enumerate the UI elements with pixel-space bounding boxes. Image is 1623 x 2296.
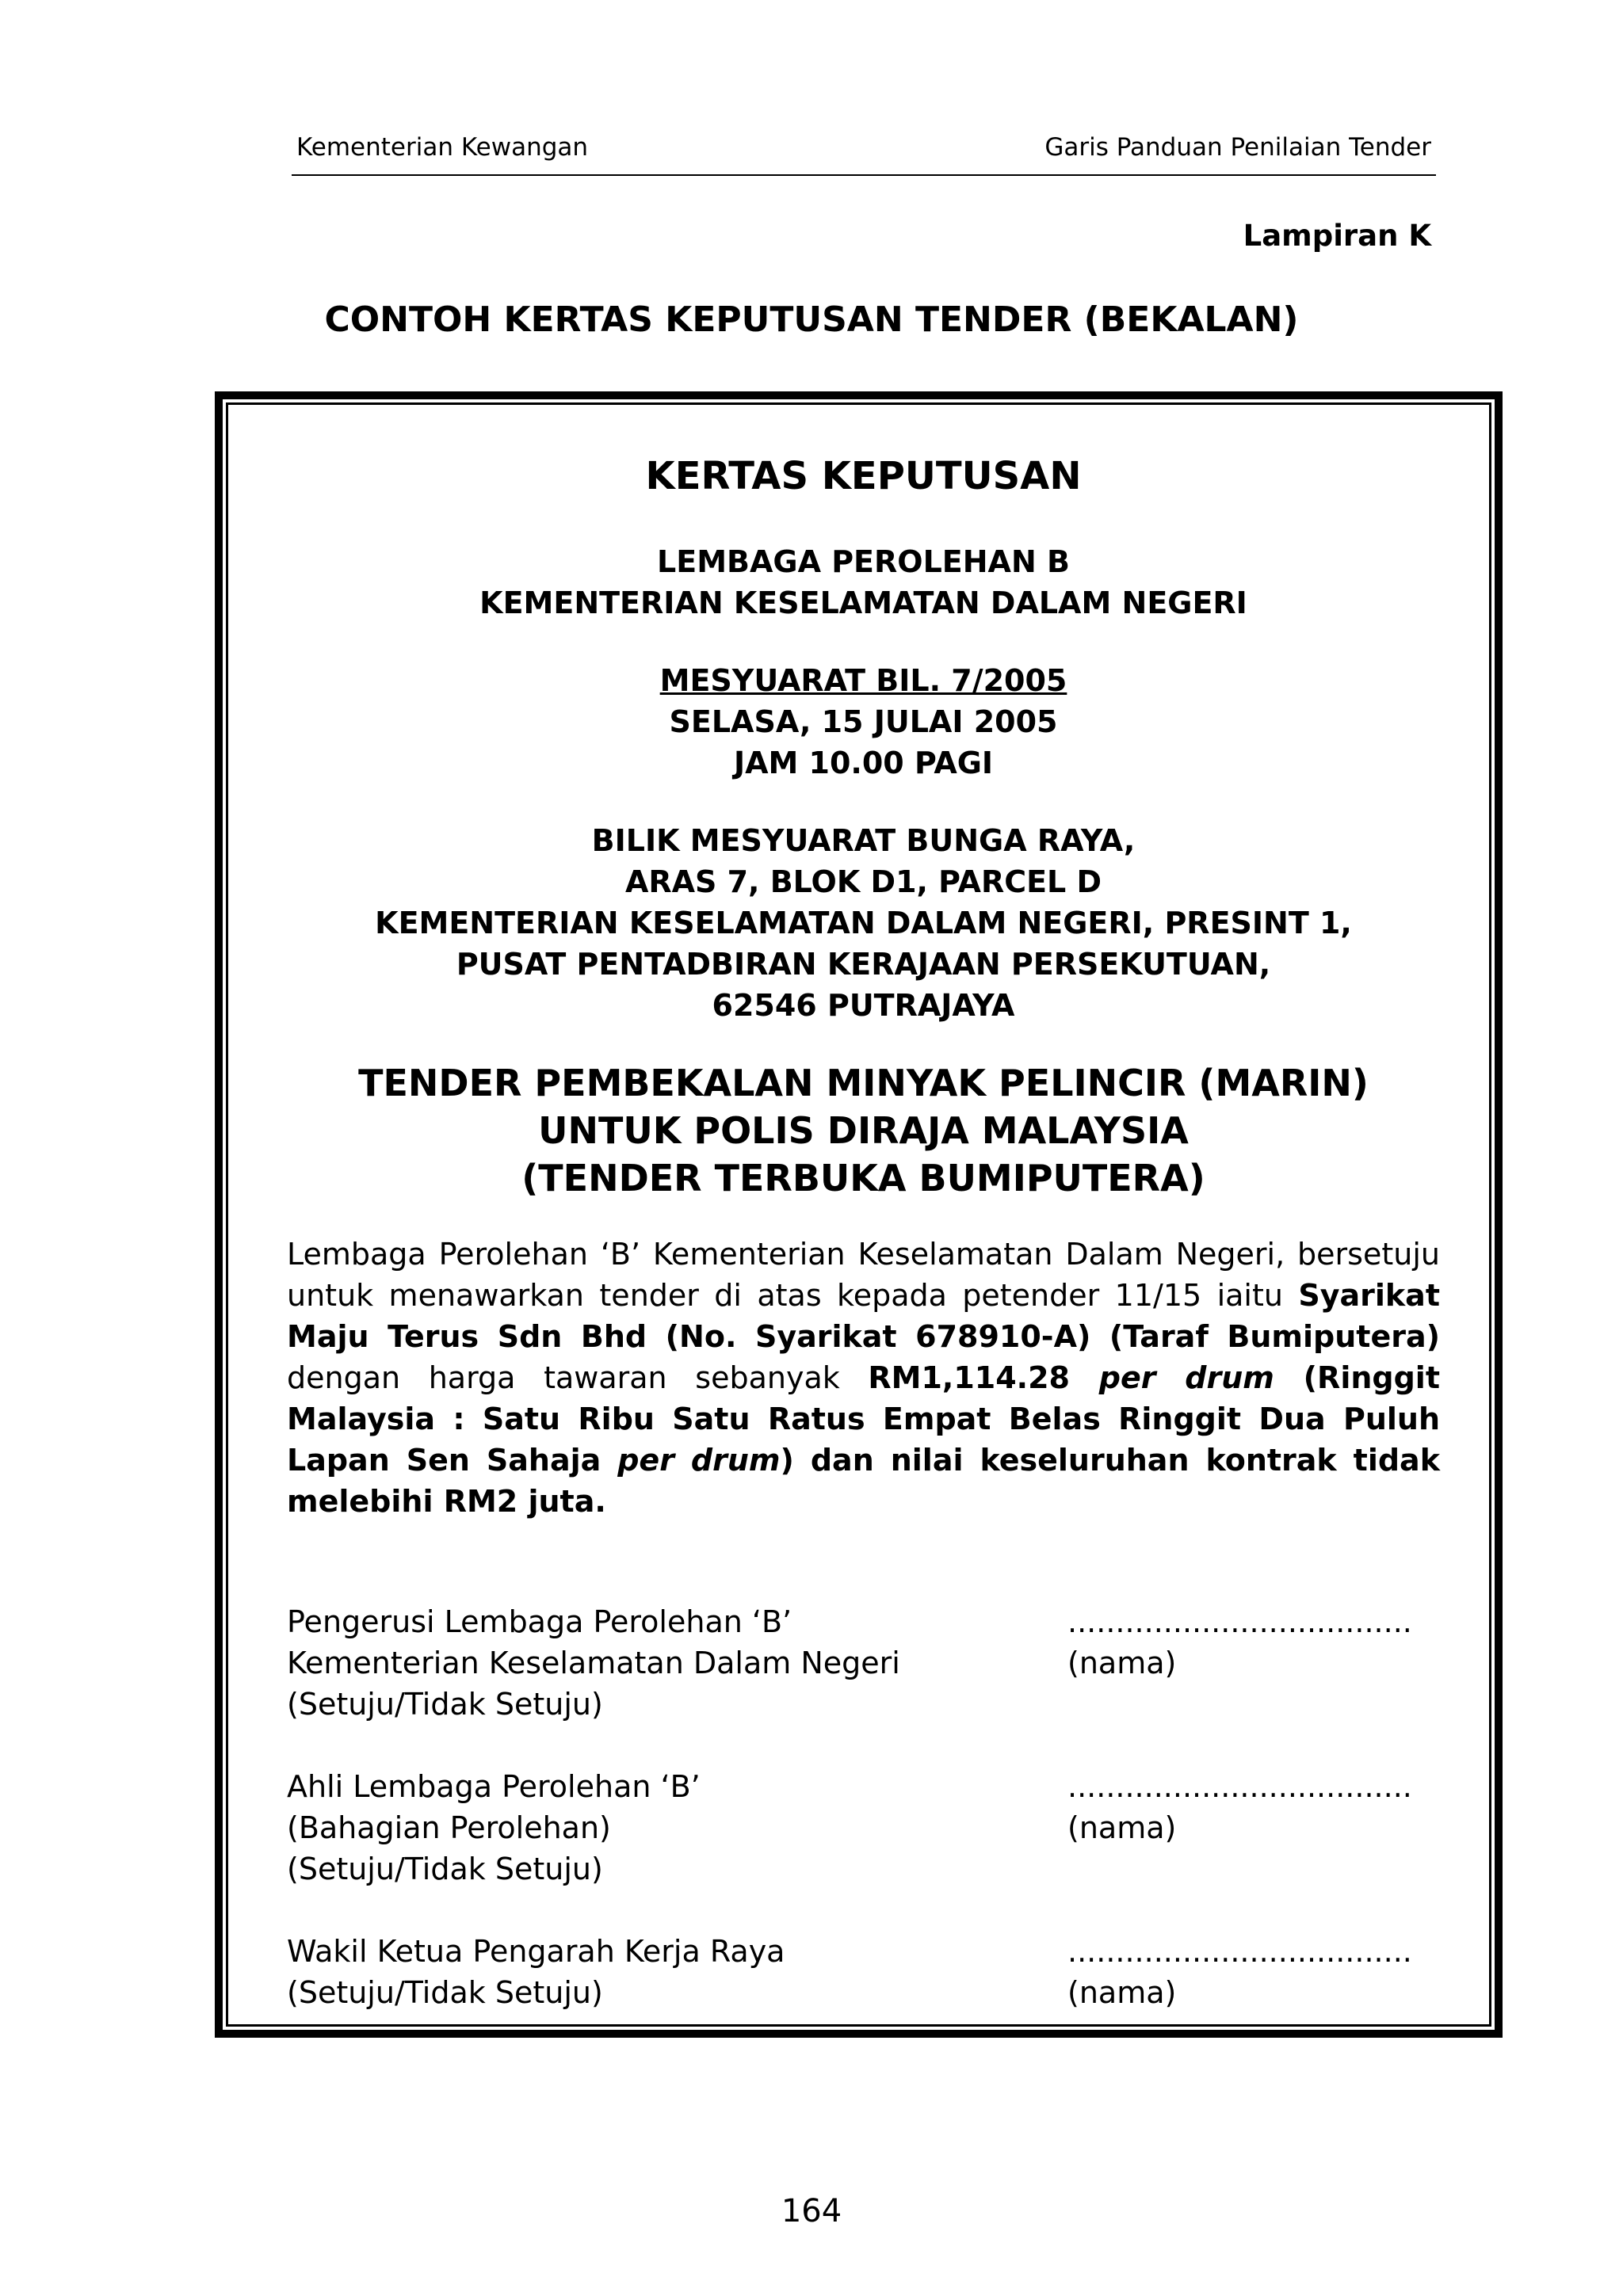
meeting-number: MESYUARAT BIL. 7/2005 xyxy=(659,663,1067,698)
meeting-time: JAM 10.00 PAGI xyxy=(733,746,994,780)
board-name-block xyxy=(287,541,1440,624)
price-unit: per drum xyxy=(1098,1360,1274,1395)
dotted-signature-line: .................................... xyxy=(1067,1934,1412,1969)
venue-line: ARAS 7, BLOK D1, PARCEL D xyxy=(624,864,1102,899)
signatory-title: Pengerusi Lembaga Perolehan ‘B’ xyxy=(287,1604,792,1639)
signatory-title: Wakil Ketua Pengarah Kerja Raya xyxy=(287,1934,785,1969)
signatory-title: Ahli Lembaga Perolehan ‘B’ xyxy=(287,1769,701,1804)
dotted-signature-line: .................................... xyxy=(1067,1769,1412,1804)
signatory-details xyxy=(287,1766,701,1890)
paper-heading: KERTAS KEPUTUSAN xyxy=(645,454,1082,498)
signature-line xyxy=(1067,1931,1440,2013)
venue-block xyxy=(287,820,1440,1026)
agreement-option: (Setuju/Tidak Setuju) xyxy=(287,1687,603,1722)
name-placeholder: (nama) xyxy=(1067,1646,1177,1680)
awarded-company: Syarikat Maju Terus Sdn Bhd (No. Syarikat 678910-A) (Taraf Bumiputera) xyxy=(287,1278,1440,1354)
agreement-option: (Setuju/Tidak Setuju) xyxy=(287,1852,603,1886)
header-ministry: Kementerian Kewangan xyxy=(296,133,589,162)
signatory-details xyxy=(287,1931,785,2013)
contract-limit: ) dan nilai keseluruhan kontrak tidak melebihi RM2 juta. xyxy=(287,1443,1440,1519)
decision-text: Lembaga Perolehan ‘B’ Kementerian Keselamatan Dalam Negeri, bersetuju untuk menawarkan tender di atas kepada petender 11/15 iaitu xyxy=(287,1237,1440,1313)
price-in-words: (Ringgit Malaysia : Satu Ribu Satu Ratus Empat Belas Ringgit Dua Puluh Lapan Sen Sahaja xyxy=(287,1360,1440,1478)
meeting-block xyxy=(287,660,1440,784)
signature-section xyxy=(287,1601,1440,2013)
board-line: LEMBAGA PEROLEHAN B xyxy=(657,544,1070,579)
tender-title-line: TENDER PEMBEKALAN MINYAK PELINCIR (MARIN) xyxy=(358,1062,1369,1104)
document-title: CONTOH KERTAS KEPUTUSAN TENDER (BEKALAN) xyxy=(324,299,1299,340)
signature-line xyxy=(1067,1601,1440,1725)
venue-line: PUSAT PENTADBIRAN KERAJAAN PERSEKUTUAN, xyxy=(456,947,1271,982)
page-number: 164 xyxy=(781,2193,842,2229)
decision-paper-content xyxy=(287,405,1440,2054)
name-placeholder: (nama) xyxy=(1067,1810,1177,1845)
header-guideline-title: Garis Panduan Penilaian Tender xyxy=(1044,133,1431,162)
venue-line: KEMENTERIAN KESELAMATAN DALAM NEGERI, PRESINT 1, xyxy=(375,906,1352,940)
tender-title-line: UNTUK POLIS DIRAJA MALAYSIA xyxy=(538,1109,1189,1152)
venue-line: 62546 PUTRAJAYA xyxy=(712,988,1015,1023)
decision-text: dengan harga tawaran sebanyak xyxy=(287,1360,869,1395)
signature-line xyxy=(1067,1766,1440,1890)
tender-title-line: (TENDER TERBUKA BUMIPUTERA) xyxy=(521,1157,1205,1199)
signatory-division: (Bahagian Perolehan) xyxy=(287,1810,611,1845)
signature-member xyxy=(287,1766,1440,1890)
name-placeholder: (nama) xyxy=(1067,1975,1177,2010)
agreement-option: (Setuju/Tidak Setuju) xyxy=(287,1975,603,2010)
decision-paper-frame xyxy=(215,391,1503,2038)
meeting-date: SELASA, 15 JULAI 2005 xyxy=(669,704,1058,739)
dotted-signature-line: .................................... xyxy=(1067,1604,1412,1639)
signatory-ministry: Kementerian Keselamatan Dalam Negeri xyxy=(287,1646,900,1680)
signatory-details xyxy=(287,1601,900,1725)
board-ministry-line: KEMENTERIAN KESELAMATAN DALAM NEGERI xyxy=(479,585,1247,620)
frame-inner-border xyxy=(226,402,1491,2027)
venue-line: BILIK MESYUARAT BUNGA RAYA, xyxy=(591,823,1136,858)
decision-paragraph xyxy=(287,1234,1440,1522)
appendix-label: Lampiran K xyxy=(1243,219,1431,253)
running-header xyxy=(292,133,1436,176)
signature-chairman xyxy=(287,1601,1440,1725)
price-unit: per drum xyxy=(617,1443,781,1478)
offer-price: RM1,114.28 xyxy=(868,1360,1099,1395)
signature-jkr-representative xyxy=(287,1931,1440,2013)
tender-title-block xyxy=(287,1059,1440,1202)
